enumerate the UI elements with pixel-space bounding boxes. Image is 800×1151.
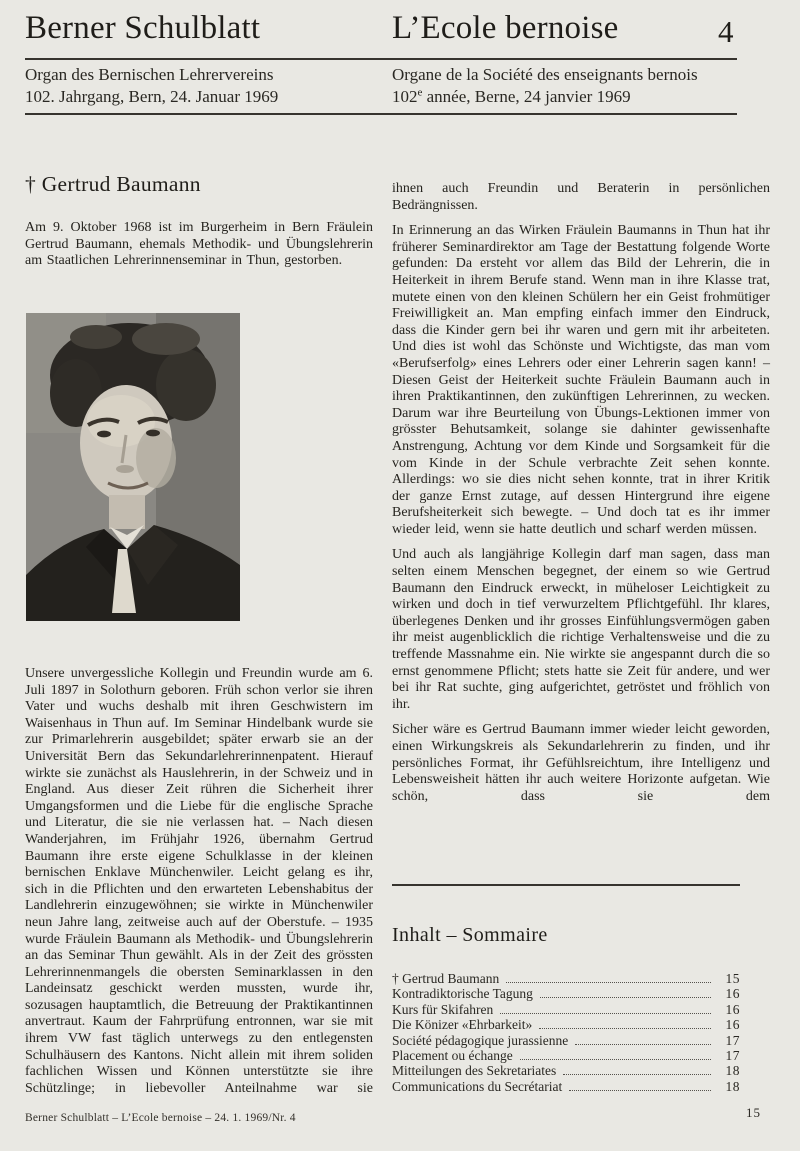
toc-entry-page: 18 xyxy=(725,1078,740,1094)
toc-entry-page: 17 xyxy=(725,1048,740,1064)
toc-entry xyxy=(392,971,740,986)
toc-dotted-leader xyxy=(540,997,711,998)
toc-entry-label: † Gertrud Baumann xyxy=(392,971,500,986)
toc-entry xyxy=(392,1017,740,1032)
organ-name-french: Organe de la Société des enseignants bernois xyxy=(392,65,698,84)
toc-entry-label: Die Könizer «Ehrbarkeit» xyxy=(392,1017,533,1033)
toc-entry-page: 16 xyxy=(725,986,740,1002)
toc-rule xyxy=(392,884,740,886)
toc-entry-page: 15 xyxy=(725,971,740,986)
portrait-illustration xyxy=(26,313,240,621)
toc-entry-page: 16 xyxy=(725,1001,740,1017)
masthead-rule-bottom xyxy=(25,113,737,115)
masthead-title-french: L’Ecole bernoise xyxy=(392,10,619,46)
masthead-rule-top xyxy=(25,58,737,60)
toc-dotted-leader xyxy=(520,1059,711,1060)
toc-entry xyxy=(392,1048,740,1063)
toc-entry-label: Kurs für Skifahren xyxy=(392,1001,494,1017)
toc-dotted-leader xyxy=(539,1028,711,1029)
toc-entry-page: 16 xyxy=(725,1017,740,1033)
obituary-paragraph: Und auch als langjährige Kollegin darf man sagen, dass man selten einem Menschen begegnet, der einem so wie Gertrud Baumann den Eindruck erweckt, in müheloser Leichtigkeit zu wirken und doch in tief verwurzeltem Pflichtgefühl. Ihr klares, überlegenes Denken und ihr grosses Einfühlungsvermögen gaben ihr meist augenblicklich die richtige Verhaltensweise und die zu treffende Massnahme ein. Nie wirkte sie angespannt durch die so ernst genommene Pflicht; stets hatte sie Zeit für andere, und wer bei ihr Rat suchte, ging aufgerichtet, getröstet und fröhlich von ihr. xyxy=(392,547,770,712)
toc-dotted-leader xyxy=(575,1044,711,1045)
footer-imprint: Berner Schulblatt – L’Ecole bernoise – 24. 1. 1969/Nr. 4 xyxy=(25,1112,296,1124)
toc-entry-page: 17 xyxy=(725,1032,740,1048)
toc-entry xyxy=(392,986,740,1001)
toc-entry xyxy=(392,1079,740,1094)
toc-dotted-leader xyxy=(500,1013,711,1014)
toc-entry-label: Mitteilungen des Sekretariates xyxy=(392,1063,557,1079)
toc-entry xyxy=(392,1033,740,1048)
obituary-lead-paragraph: Am 9. Oktober 1968 ist im Burgerheim in Bern Fräulein Gertrud Baumann, ehemals Methodik- und Übungslehrerin am Staatlichen Lehrerinnenseminar in Thun, gestorben. xyxy=(25,220,373,269)
organ-line-french xyxy=(392,64,698,108)
obituary-paragraph: Sicher wäre es Gertrud Baumann immer wieder leicht geworden, einen Wirkungskreis als Sekundarlehrerin zu finden, und ihr persönliches Format, ihr Gefühlsreichtum, ihre Intelligenz und Lebensweisheit hätten ihr auch weitere Horizonte aufgetan. Wie schön, dass sie dem xyxy=(392,722,770,804)
toc-entry-label: Placement ou échange xyxy=(392,1048,513,1064)
toc-dotted-leader xyxy=(563,1074,711,1075)
organ-line-german xyxy=(25,64,278,108)
toc-entry-label: Kontradiktorische Tagung xyxy=(392,986,533,1002)
toc-entry-label: Société pédagogique jurassienne xyxy=(392,1032,569,1048)
organ-date-german: 102. Jahrgang, Bern, 24. Januar 1969 xyxy=(25,87,279,106)
obituary-paragraph: ihnen auch Freundin und Beraterin in persönlichen Bedrängnissen. xyxy=(392,181,770,213)
toc-dotted-leader xyxy=(569,1090,711,1091)
toc-entry-page: 18 xyxy=(725,1063,740,1079)
footer-page-number: 15 xyxy=(746,1105,761,1120)
obituary-heading: † Gertrud Baumann xyxy=(25,172,201,196)
obituary-body-right-column xyxy=(392,181,770,814)
toc-entry xyxy=(392,1063,740,1078)
toc-entry-label: Communications du Secrétariat xyxy=(392,1078,563,1094)
toc-list xyxy=(392,971,740,1094)
obituary-paragraph: In Erinnerung an das Wirken Fräulein Baumanns in Thun hat ihr früherer Seminardirektor am Tage der Bestattung folgende Worte gefunden: Da ersteht vor allem das Bild der Lehrerin, die in Heiterkeit in ihrem Berufe stand. Wenn man in ihre Klasse trat, mutete einen von den kleinen Schülern her ein Geist frohmütiger Freiwilligkeit an. Man empfing einfach immer den Eindruck, dass die Kinder gern bei ihr waren und gern mit ihr arbeiteten. Und dies ist wohl das Schönste und Wichtigste, das man vom «Berufserfolg» eines Lehrers oder einer Lehrerin sagen kann! – Diesen Geist der Heiterkeit suchte Fräulein Baumann auch in ihren Praktikantinnen, den zukünftigen Lehrerinnen, zu wecken. Darum war ihre Beurteilung von Übungs-Lektionen immer von grösster Behutsamkeit, solange sie dahinter gewissenhafte Anstrengung, Achtung vor dem Kinde und Sorgsamkeit für die vom Kinde in der Schule verbrachte Zeit sehen konnte. Allerdings: wo sie dies nicht sehen konnte, trat in ihrer Kritik der ganze Ernst zutage, auf dessen Hintergrund ihre eigene Berufsheiterkeit sich bewegte. – Und doch tat es ihr immer wieder leid, wenn sie hatte deutlich und scharf werden müssen. xyxy=(392,223,770,537)
toc-entry xyxy=(392,1002,740,1017)
superscript-e: e xyxy=(417,86,423,99)
portrait-photo xyxy=(26,313,240,621)
organ-date-french: 102e année, Berne, 24 janvier 1969 xyxy=(392,86,631,106)
obituary-body-left-column: Unsere unvergessliche Kollegin und Freundin wurde am 6. Juli 1897 in Solothurn geboren. Früh schon verlor sie ihren Vater und wuchs deshalb mit ihren Geschwistern im Waisenhaus in Thun auf. Im Seminar Hindelbank wurde sie zur Primarlehrerin ausgebildet; später erwarb sie an der Universität Bern das Sekundarlehrerinnenpatent. Hierauf wirkte sie zunächst als Hauslehrerin, in der Schweiz und in England. Aus dieser Zeit rühren die Sicherheit ihrer Umgangsformen und die Liebe für die englische Sprache und Literatur, die sie nie verlassen hat. – Nach diesen Wanderjahren, im Frühjahr 1926, übernahm Gertrud Baumann ihre erste eigene Schulklasse in der kleinen bernischen Enklave Münchenwiler. Leicht gelang es ihr, sich in die Pflichten und den erwarteten Lebenshabitus der Landlehrerin einzugewöhnen; sie wirkte in Münchenwiler neun Jahre lang, zeitweise auch auf der Oberstufe. – 1935 wurde Fräulein Baumann als Methodik- und Übungslehrerin an das Seminar Thun gewählt. Als in der Zeit des grössten Lehrerinnenmangels die obersten Seminarklassen in den Landeinsatz geschickt werden mussten, wurde ihr, sozusagen hauptamtlich, die Betreuung der Praktikantinnen anvertraut. Kaum der Fahrprüfung entronnen, war sie mit ihrem VW fast täglich unterwegs zu den entlegensten Schulhäusern des Kantons. Nicht allein mit ihrem soliden fachlichen Wissen und Können unterstützte sie ihre Schützlinge; in liebevoller Anteilnahme war sie xyxy=(25,666,373,1096)
organ-name-german: Organ des Bernischen Lehrervereins xyxy=(25,65,274,84)
toc-dotted-leader xyxy=(506,982,711,983)
toc-heading: Inhalt – Sommaire xyxy=(392,924,548,946)
issue-number: 4 xyxy=(718,14,734,49)
masthead-title-german: Berner Schulblatt xyxy=(25,10,261,46)
